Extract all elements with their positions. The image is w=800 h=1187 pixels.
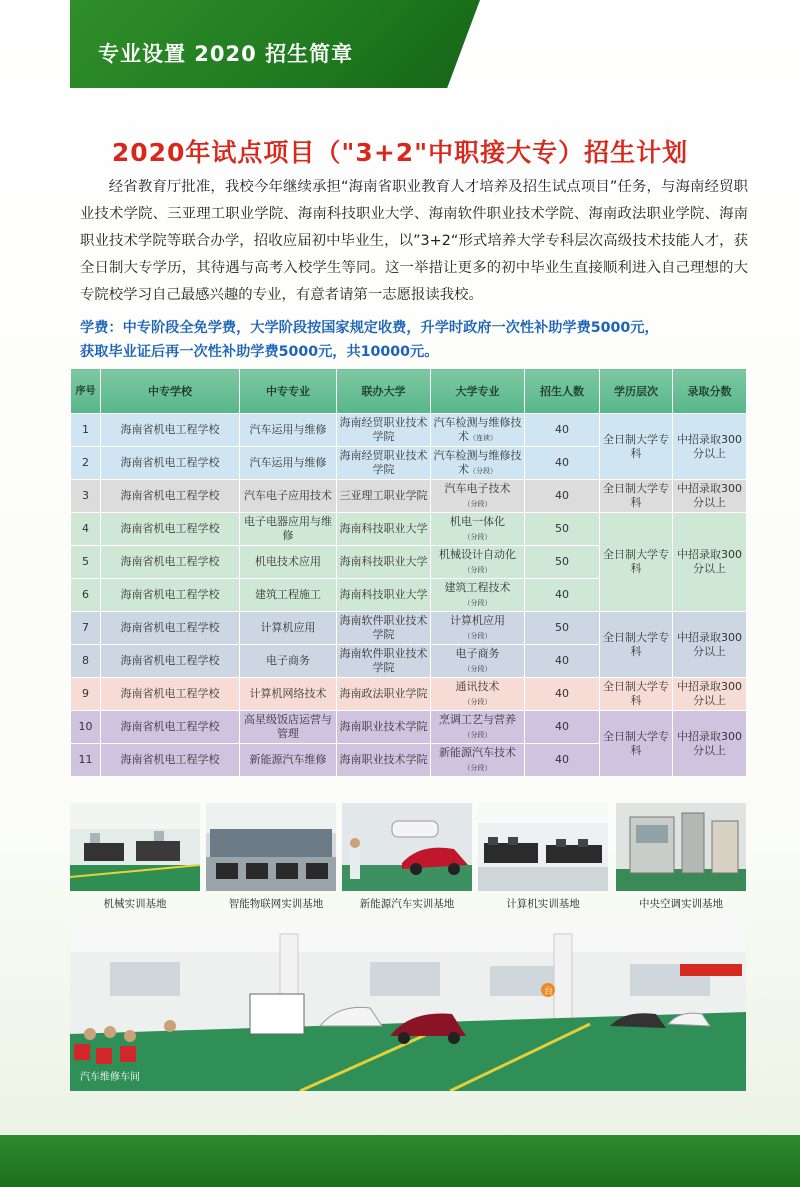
cell-school: 海南省机电工程学校 (101, 744, 240, 777)
workshop-caption: 汽车维修车间 (80, 1072, 140, 1083)
cell-count: 50 (525, 546, 600, 579)
gallery-caption: 智能物联网实训基地 (228, 898, 324, 910)
cell-university: 海南科技职业大学 (337, 513, 431, 546)
header-count: 招生人数 (525, 369, 600, 414)
tuition-line-2: 获取毕业证后再一次性补助学费5000元，共10000元。 (80, 344, 439, 360)
cell-univ-major: 汽车检测与维修技术（分段） (431, 447, 525, 480)
cell-university: 海南科技职业大学 (337, 546, 431, 579)
gallery-caption: 新能源汽车实训基地 (359, 898, 455, 910)
header-score: 录取分数 (673, 369, 747, 414)
workshop-sign: 台 (544, 987, 554, 997)
cell-level: 全日制大学专科 (600, 513, 673, 612)
cell-no: 2 (71, 447, 101, 480)
cell-count: 50 (525, 513, 600, 546)
cell-univ-major: 汽车电子技术 （分段） (431, 480, 525, 513)
cell-university: 海南软件职业技术学院 (337, 612, 431, 645)
cell-univ-major: 新能源汽车技术（分段） (431, 744, 525, 777)
gallery-caption: 机械实训基地 (103, 898, 167, 910)
cell-major: 新能源汽车维修 (240, 744, 337, 777)
cell-major: 电子商务 (240, 645, 337, 678)
table-row (71, 480, 747, 513)
page-headline: 2020年试点项目（"3+2"中职接大专）招生计划 (111, 138, 689, 167)
tuition-label: 学费： (80, 320, 123, 336)
cell-count: 40 (525, 678, 600, 711)
tuition-line-1: 中专阶段全免学费，大学阶段按国家规定收费，升学时政府一次性补助学费5000元， (122, 320, 659, 336)
cell-no: 3 (71, 480, 101, 513)
cell-score: 中招录取300分以上 (673, 414, 747, 480)
header-level: 学历层次 (600, 369, 673, 414)
cell-univ-major: 汽车检测与维修技术（连读） (431, 414, 525, 447)
cell-score: 中招录取300分以上 (673, 480, 747, 513)
table-row (71, 414, 747, 447)
cell-count: 40 (525, 414, 600, 447)
training-base-gallery (70, 803, 746, 913)
cell-score: 中招录取300分以上 (673, 612, 747, 678)
cell-univ-major: 机械设计自动化（分段） (431, 546, 525, 579)
cell-university: 海南软件职业技术学院 (337, 645, 431, 678)
cell-no: 5 (71, 546, 101, 579)
cell-count: 40 (525, 711, 600, 744)
header-school: 中专学校 (101, 369, 240, 414)
cell-count: 40 (525, 645, 600, 678)
cell-university: 三亚理工职业学院 (337, 480, 431, 513)
cell-major: 计算机网络技术 (240, 678, 337, 711)
cell-univ-major: 烹调工艺与营养（分段） (431, 711, 525, 744)
cell-school: 海南省机电工程学校 (101, 546, 240, 579)
cell-school: 海南省机电工程学校 (101, 480, 240, 513)
table-row (71, 612, 747, 645)
cell-school: 海南省机电工程学校 (101, 447, 240, 480)
cell-major: 汽车电子应用技术 (240, 480, 337, 513)
header-no: 序号 (71, 369, 101, 414)
cell-no: 7 (71, 612, 101, 645)
table-header-row (71, 369, 747, 414)
cell-level: 全日制大学专科 (600, 711, 673, 777)
tuition-note (80, 316, 760, 364)
cell-university: 海南经贸职业技术学院 (337, 414, 431, 447)
table-row (71, 513, 747, 546)
header-major: 中专专业 (240, 369, 337, 414)
cell-univ-major: 机电一体化 （分段） (431, 513, 525, 546)
cell-school: 海南省机电工程学校 (101, 645, 240, 678)
gallery-caption: 计算机实训基地 (506, 898, 580, 910)
new-energy-car-lab-photo (342, 803, 472, 891)
cell-level: 全日制大学专科 (600, 480, 673, 513)
cell-univ-major: 计算机应用 （分段） (431, 612, 525, 645)
cell-no: 6 (71, 579, 101, 612)
cell-no: 10 (71, 711, 101, 744)
iot-lab-photo (206, 803, 336, 891)
cell-score: 中招录取300分以上 (673, 513, 747, 612)
cell-univ-major: 电子商务 （分段） (431, 645, 525, 678)
central-ac-lab-photo (616, 803, 746, 891)
cell-school: 海南省机电工程学校 (101, 612, 240, 645)
header-univ-major: 大学专业 (431, 369, 525, 414)
auto-repair-workshop-photo (70, 914, 746, 1091)
cell-school: 海南省机电工程学校 (101, 513, 240, 546)
cell-major: 机电技术应用 (240, 546, 337, 579)
cell-score: 中招录取300分以上 (673, 711, 747, 777)
table-row (71, 678, 747, 711)
cell-school: 海南省机电工程学校 (101, 414, 240, 447)
cell-count: 40 (525, 447, 600, 480)
cell-major: 电子电器应用与维修 (240, 513, 337, 546)
cell-count: 40 (525, 744, 600, 777)
cell-no: 1 (71, 414, 101, 447)
cell-major: 计算机应用 (240, 612, 337, 645)
cell-univ-major: 建筑工程技术 （分段） (431, 579, 525, 612)
cell-school: 海南省机电工程学校 (101, 579, 240, 612)
cell-score: 中招录取300分以上 (673, 678, 747, 711)
cell-major: 汽车运用与维修 (240, 447, 337, 480)
cell-count: 50 (525, 612, 600, 645)
cell-level: 全日制大学专科 (600, 678, 673, 711)
cell-level: 全日制大学专科 (600, 414, 673, 480)
cell-univ-major: 通讯技术 （分段） (431, 678, 525, 711)
cell-no: 9 (71, 678, 101, 711)
cell-university: 海南职业技术学院 (337, 744, 431, 777)
cell-count: 40 (525, 579, 600, 612)
cell-university: 海南经贸职业技术学院 (337, 447, 431, 480)
enrollment-plan-table (70, 368, 747, 777)
cell-no: 8 (71, 645, 101, 678)
cell-count: 40 (525, 480, 600, 513)
cell-university: 海南政法职业学院 (337, 678, 431, 711)
mechanical-lab-photo (70, 803, 200, 891)
computer-lab-photo (478, 803, 608, 891)
banner-title: 专业设置 2020 招生简章 (98, 42, 354, 66)
cell-major: 高星级饭店运营与管理 (240, 711, 337, 744)
cell-level: 全日制大学专科 (600, 612, 673, 678)
gallery-caption: 中央空调实训基地 (639, 898, 723, 910)
cell-school: 海南省机电工程学校 (101, 678, 240, 711)
header-university: 联办大学 (337, 369, 431, 414)
intro-paragraph: 经省教育厅批准，我校今年继续承担“海南省职业教育人才培养及招生试点项目”任务，与海南经贸职业技术学院、三亚理工职业学院、海南科技职业大学、海南软件职业技术学院、海南政法职业学院、海南职业技术学院等联合办学，招收应届初中毕业生，以”3+2“形式培养大学专科层次高级技术技能人才，获全日制大专学历，其待遇与高考入校学生等同。这一举措让更多的初中毕业生直接顺利进入自己理想的大专院校学习自己最感兴趣的专业，有意者请第一志愿报读我校。 (80, 179, 748, 303)
footer-bar (0, 1135, 800, 1187)
cell-no: 11 (71, 744, 101, 777)
table-row (71, 711, 747, 744)
cell-university: 海南科技职业大学 (337, 579, 431, 612)
cell-school: 海南省机电工程学校 (101, 711, 240, 744)
cell-university: 海南职业技术学院 (337, 711, 431, 744)
cell-no: 4 (71, 513, 101, 546)
cell-major: 建筑工程施工 (240, 579, 337, 612)
cell-major: 汽车运用与维修 (240, 414, 337, 447)
